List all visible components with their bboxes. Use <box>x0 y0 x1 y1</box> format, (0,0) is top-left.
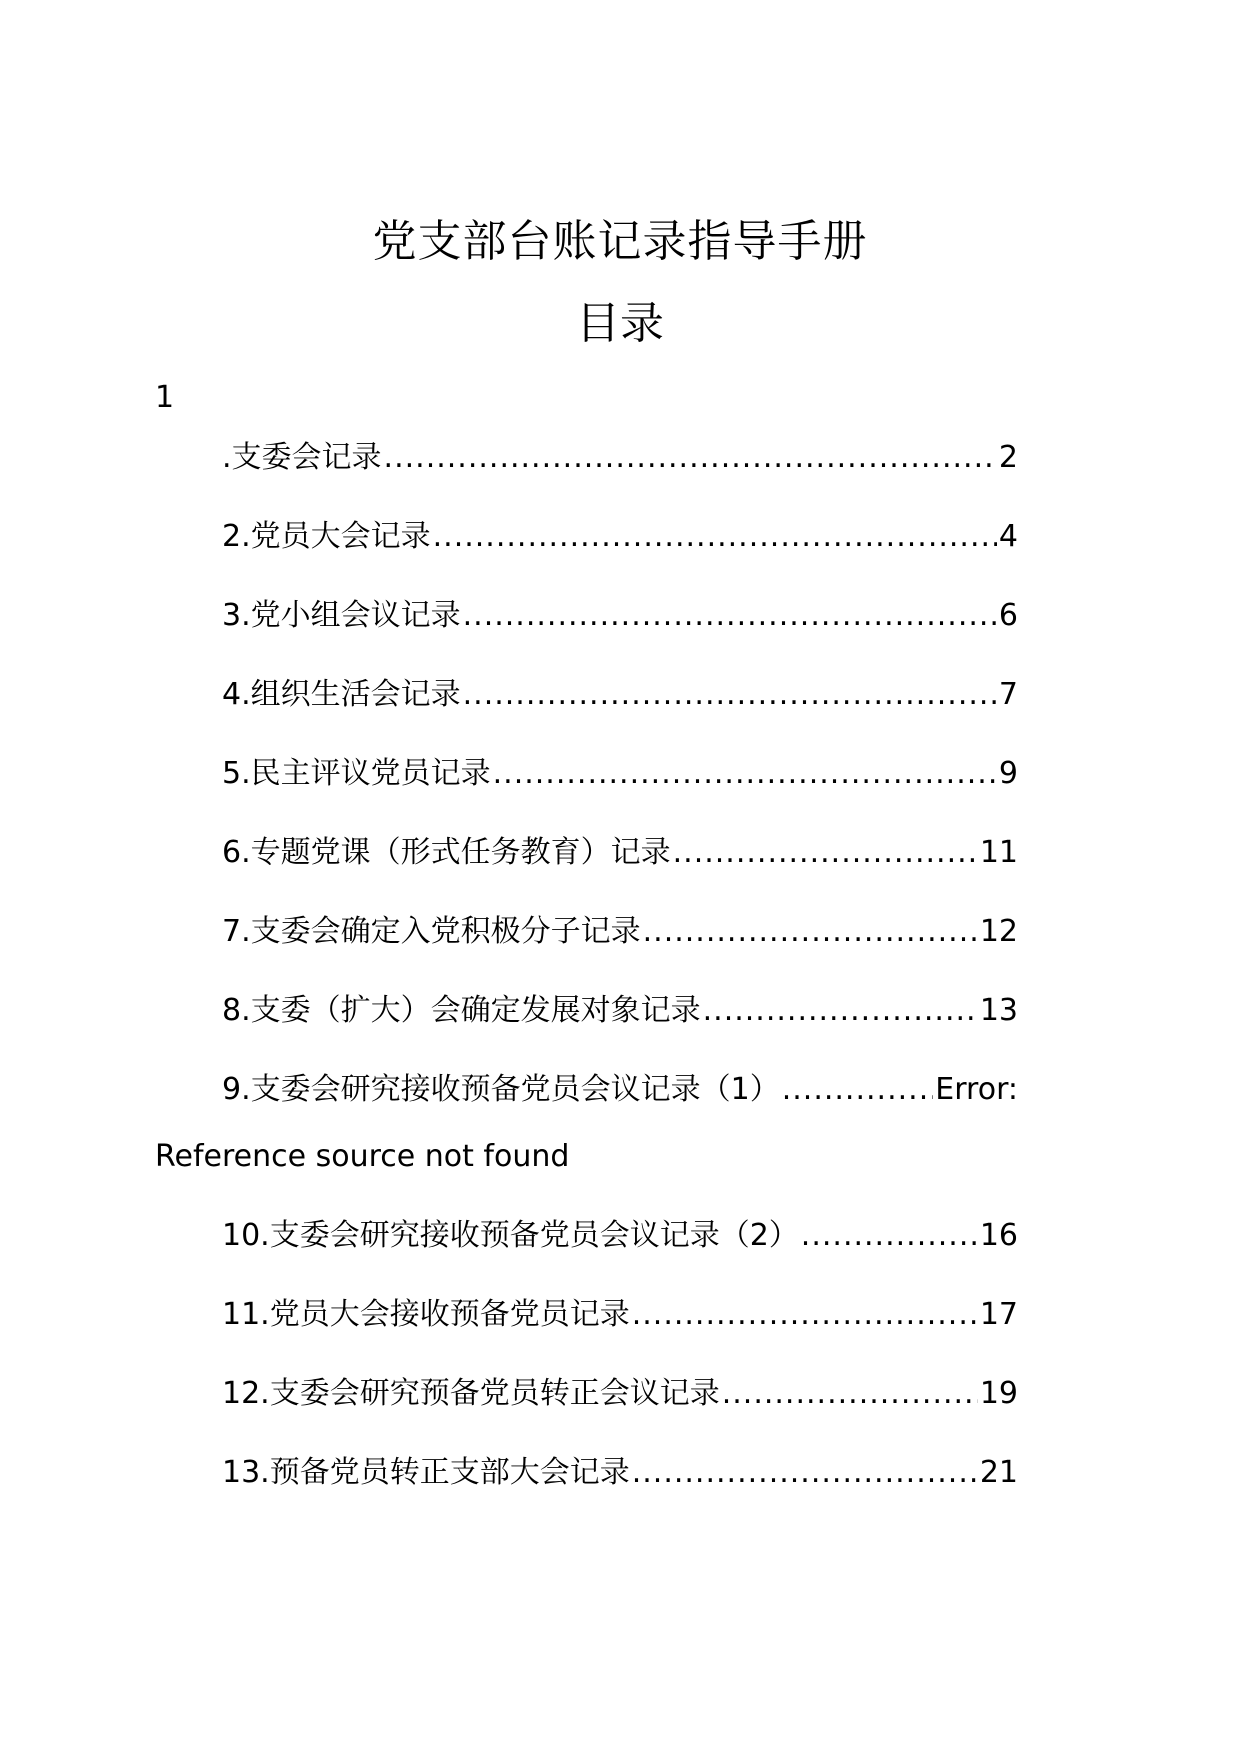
toc-entry-page: 4 <box>998 519 1018 554</box>
toc-entry[interactable] <box>222 1069 1018 1111</box>
toc-entry-label: 12.支委会研究预备党员转正会议记录 <box>222 1376 720 1411</box>
toc-entry-label: 11.党员大会接收预备党员记录 <box>222 1297 630 1332</box>
toc-entry-label: 4.组织生活会记录 <box>222 677 461 712</box>
toc-entry-page: 12 <box>979 914 1018 949</box>
document-title: 党支部台账记录指导手册 <box>372 216 868 267</box>
toc-dot-leader <box>722 1373 978 1415</box>
toc-entry-label: 10.支委会研究接收预备党员会议记录（2） <box>222 1218 799 1253</box>
toc-entry-page: Error: <box>935 1072 1018 1107</box>
toc-dot-leader <box>384 437 997 479</box>
toc-entry-page: 9 <box>998 756 1018 791</box>
toc-entry-page: 11 <box>979 835 1018 870</box>
toc-dot-leader <box>703 990 978 1032</box>
toc-entry[interactable] <box>222 990 1018 1032</box>
toc-entry-label: 13.预备党员转正支部大会记录 <box>222 1455 630 1490</box>
toc-entry-label: 9.支委会研究接收预备党员会议记录（1） <box>222 1072 780 1107</box>
toc-entry[interactable] <box>222 832 1018 874</box>
toc-entry-label: .支委会记录 <box>222 440 382 475</box>
toc-heading: 目录 <box>576 298 664 349</box>
toc-entry-page: 17 <box>979 1297 1018 1332</box>
toc-dot-leader <box>433 516 997 558</box>
toc-dot-leader <box>782 1069 934 1111</box>
toc-entry-page: 2 <box>998 440 1018 475</box>
toc-entry[interactable] <box>222 1373 1018 1415</box>
toc-entry[interactable] <box>222 595 1018 637</box>
toc-entry-label: 3.党小组会议记录 <box>222 598 461 633</box>
toc-entry[interactable] <box>222 1215 1018 1257</box>
toc-entry[interactable] <box>222 674 1018 716</box>
toc-dot-leader <box>632 1294 978 1336</box>
toc-entry-page: 19 <box>979 1376 1018 1411</box>
toc-entry-page: 13 <box>979 993 1018 1028</box>
toc-entry-label: 5.民主评议党员记录 <box>222 756 491 791</box>
toc-dot-leader <box>673 832 978 874</box>
toc-dot-leader <box>643 911 978 953</box>
toc-entry-label: 8.支委（扩大）会确定发展对象记录 <box>222 993 701 1028</box>
toc-dot-leader <box>463 674 997 716</box>
toc-entry-page: 16 <box>979 1218 1018 1253</box>
toc-entry-page: 21 <box>979 1455 1018 1490</box>
toc-entry-label: 2.党员大会记录 <box>222 519 431 554</box>
toc-entry-label: 7.支委会确定入党积极分子记录 <box>222 914 641 949</box>
toc-entry[interactable] <box>222 437 1018 479</box>
toc-entry[interactable] <box>222 1294 1018 1336</box>
stray-number: 1 <box>155 380 175 415</box>
toc-dot-leader <box>632 1452 978 1494</box>
toc-entry-page: 7 <box>998 677 1018 712</box>
toc-dot-leader <box>801 1215 978 1257</box>
toc-entry-page: 6 <box>998 598 1018 633</box>
toc-entry[interactable] <box>222 516 1018 558</box>
toc-entry[interactable] <box>222 911 1018 953</box>
toc-dot-leader <box>463 595 997 637</box>
toc-entry[interactable] <box>222 753 1018 795</box>
toc-error-continuation: Reference source not found <box>155 1139 570 1174</box>
toc-dot-leader <box>493 753 997 795</box>
toc-entry-label: 6.专题党课（形式任务教育）记录 <box>222 835 671 870</box>
toc-entry[interactable] <box>222 1452 1018 1494</box>
